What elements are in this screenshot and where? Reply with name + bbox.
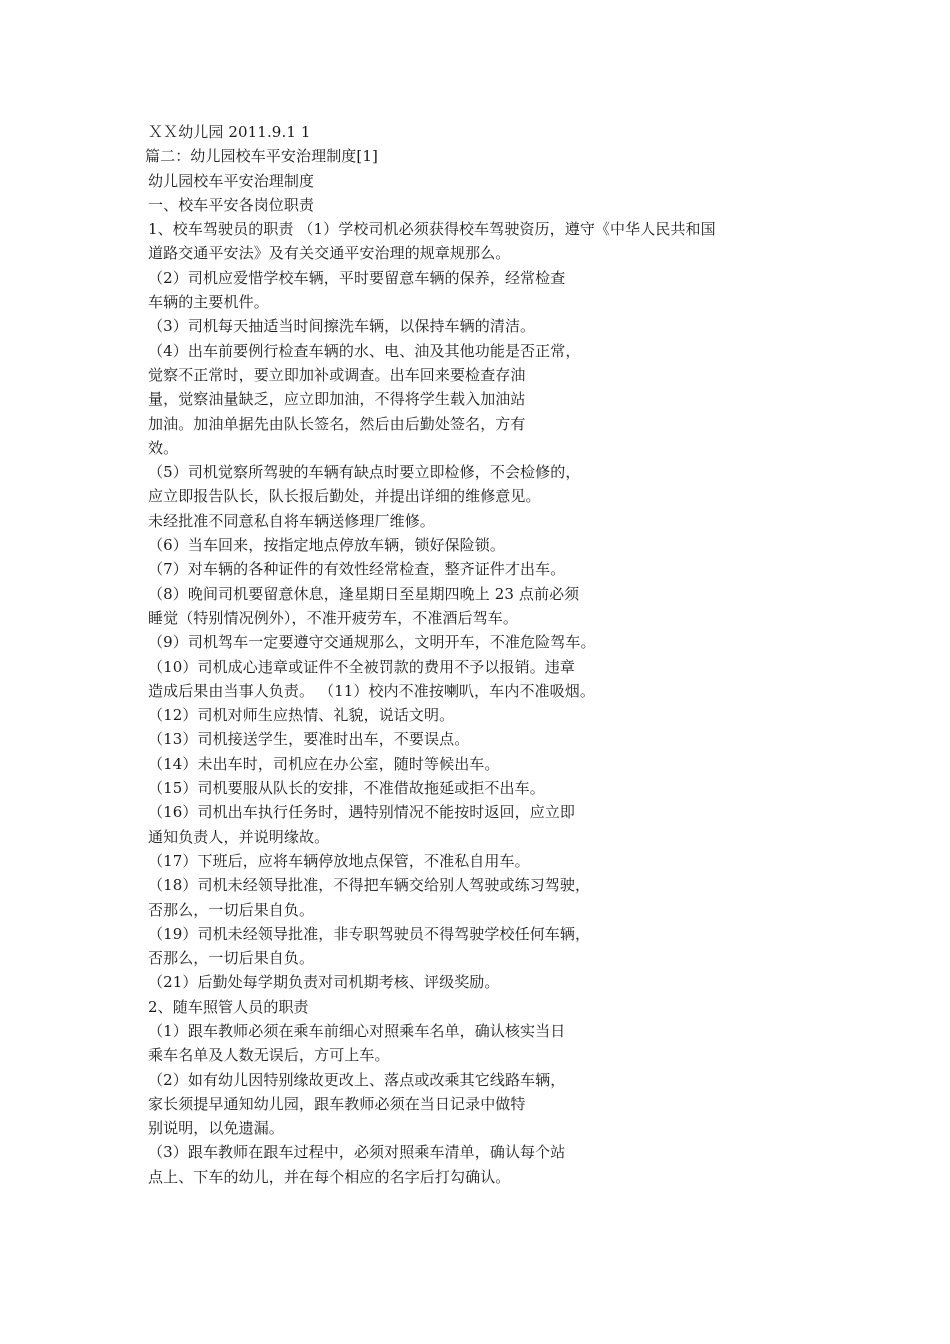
document-line: （13）司机接送学生，要准时出车，不要误点。 [148,730,470,749]
document-line: 通知负责人，并说明缘故。 [148,827,330,846]
document-line: 否那么，一切后果自负。 [148,900,315,919]
document-line: （6）当车回来，按指定地点停放车辆，锁好保险锁。 [148,536,505,555]
document-line: 否那么，一切后果自负。 [148,949,315,968]
document-line: （8）晚间司机要留意休息，逢星期日至星期四晚上 23 点前必须 [148,584,580,603]
document-line: （19）司机未经领导批准，非专职驾驶员不得驾驶学校任何车辆， [148,924,591,943]
document-line: 一、校车平安各岗位职责 [148,195,315,214]
document-line: 1、校车驾驶员的职责 （1）学校司机必须获得校车驾驶资历，遵守《中华人民共和国 [148,220,716,239]
document-line: 点上、下车的幼儿，并在每个相应的名字后打勾确认。 [148,1167,511,1186]
document-line: （7）对车辆的各种证件的有效性经常检查，整齐证件才出车。 [148,560,566,579]
document-line: 应立即报告队长，队长报后勤处，并提出详细的维修意见。 [148,487,541,506]
document-line: （9）司机驾车一定要遵守交通规那么，文明开车，不准危险驾车。 [148,633,596,652]
document-line: 车辆的主要机件。 [148,293,269,312]
document-line: 睡觉（特别情况例外），不准开疲劳车，不准酒后驾车。 [148,608,519,627]
document-line: 量，觉察油量缺乏，应立即加油，不得将学生载入加油站 [148,390,526,409]
document-line: 乘车名单及人数无误后，方可上车。 [148,1046,390,1065]
document-line: （2）司机应爱惜学校车辆，平时要留意车辆的保养，经常检查 [148,268,566,287]
document-line: 加油。加油单据先由队长签名，然后由后勤处签名，方有 [148,414,526,433]
document-line: （2）如有幼儿因特别缘故更改上、落点或改乘其它线路车辆， [148,1070,566,1089]
document-line: （3）司机每天抽适当时间擦洗车辆，以保持车辆的清洁。 [148,317,536,336]
document-line: 篇二：幼儿园校车平安治理制度[1] [145,147,378,166]
document-line: （21）后勤处每学期负责对司机期考核、评级奖励。 [148,973,500,992]
document-line: 造成后果由当事人负责。 （11）校内不准按喇叭，车内不准吸烟。 [148,681,595,700]
document-line: （14）未出车时，司机应在办公室，随时等候出车。 [148,754,500,773]
document-line: 家长须提早通知幼儿园，跟车教师必须在当日记录中做特 [148,1094,526,1113]
document-line: 别说明，以免遗漏。 [148,1119,284,1138]
document-line: 道路交通平安法》及有关交通平安治理的规章规那么。 [148,244,511,263]
document-line: ＸＸ幼儿园 2011.9.1 1 [148,123,311,141]
document-line: （1）跟车教师必须在乘车前细心对照乘车名单，确认核实当日 [148,1021,566,1040]
document-line: （17）下班后，应将车辆停放地点保管，不准私自用车。 [148,851,530,870]
document-line: （4）出车前要例行检查车辆的水、电、油及其他功能是否正常， [148,341,581,360]
document-line: （18）司机未经领导批准，不得把车辆交给别人驾驶或练习驾驶， [148,876,591,895]
document-line: 2、随车照管人员的职责 [148,997,309,1016]
document-line: （5）司机觉察所驾驶的车辆有缺点时要立即检修，不会检修的， [148,463,581,482]
document-line: 幼儿园校车平安治理制度 [148,171,315,190]
document-line: （10）司机成心违章或证件不全被罚款的费用不予以报销。违章 [148,657,575,676]
document-line: （16）司机出车执行任务时，遇特别情况不能按时返回，应立即 [148,803,575,822]
document-line: （12）司机对师生应热情、礼貌，说话文明。 [148,706,455,725]
document-line: 觉察不正常时，要立即加补或调查。出车回来要检查存油 [148,365,526,384]
document-body [0,120,950,1189]
document-line: （15）司机要服从队长的安排，不准借故拖延或拒不出车。 [148,779,545,798]
document-line: （3）跟车教师在跟车过程中，必须对照乘车清单，确认每个站 [148,1143,566,1162]
document-line: 效。 [148,438,179,457]
document-line: 未经批准不同意私自将车辆送修理厂维修。 [148,511,435,530]
